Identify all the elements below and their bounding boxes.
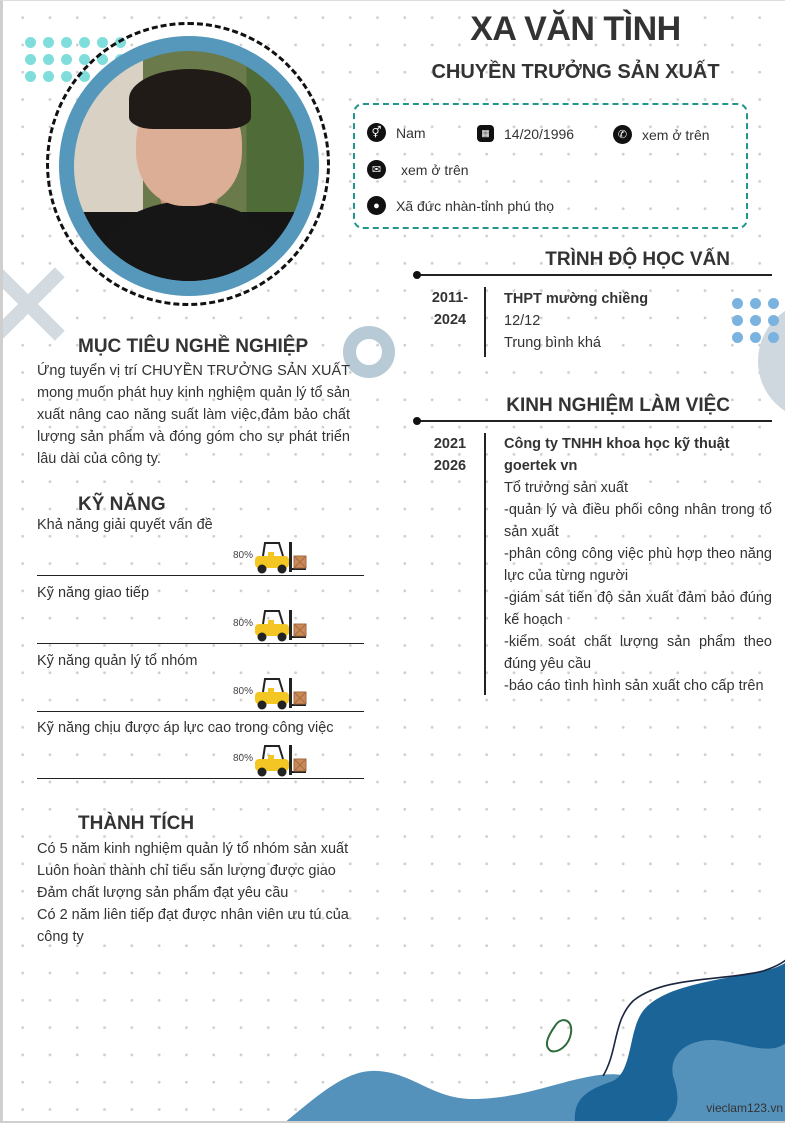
job-role: Tổ trưởng sản xuất [504,480,628,496]
forklift-progress-icon [253,743,309,777]
job-duty: -giám sát tiến độ sản xuất đảm bảo đúng kế hoạch [504,590,772,628]
experience-year-end: 2026 [433,458,467,474]
gender-icon: ⚥ [367,123,386,142]
experience-section-header [415,395,772,422]
contact-address [367,196,554,215]
skill-label: Kỹ năng giao tiếp [37,585,150,601]
forklift-progress-icon [253,540,309,574]
watermark: vieclam123.vn [706,1101,783,1115]
skill-percent: 80% [233,550,254,561]
gender-value: Nam [396,124,426,141]
objective-text: Ứng tuyển vị trí CHUYỀN TRƯỞNG SẢN XUẤT mong muốn phát huy kinh nghiệm quản lý tổ sản xuất nâng cao năng suất làm việc,đảm bảo chất lượng sản phẩm và đóng góm cho sự phát triển lâu dài của công ty. [37,363,350,467]
timeline-bar [484,433,486,695]
contact-birthday [477,125,574,142]
section-divider [415,420,772,422]
phone-value: xem ở trên [642,126,710,143]
achievement-item: Đảm chất lượng sản phẩm đạt yêu cầu [37,885,289,901]
education-entry [415,287,772,359]
education-year-end: 2024 [433,312,467,328]
school-name: THPT mường chiềng [504,291,649,307]
skills-heading: KỸ NĂNG [78,494,166,515]
skill-percent: 80% [233,686,254,697]
skill-item [37,653,364,712]
skill-percent: 80% [233,753,254,764]
job-duty: -quản lý và điều phối công nhân trong tổ sản xuất [504,502,772,540]
job-duty: -kiểm soát chất lượng sản phẩm theo đúng yêu cầu [504,634,772,672]
skill-item [37,720,364,779]
education-year-start: 2011- [431,290,469,306]
education-heading: TRÌNH ĐỘ HỌC VẤN [545,249,730,270]
skill-label: Kỹ năng chịu được áp lực cao trong công việc [37,720,334,736]
skill-percent: 80% [233,618,254,629]
achievements-list [37,838,350,948]
decorative-ring [343,326,395,378]
timeline-bar [484,287,486,357]
job-duty: -báo cáo tình hình sản xuất cho cấp trên [504,678,764,694]
achievements-heading: THÀNH TÍCH [78,813,195,834]
skill-item [37,517,364,576]
skill-label: Kỹ năng quản lý tổ nhóm [37,653,198,669]
forklift-progress-icon [253,676,309,710]
school-grade: 12/12 [504,313,541,329]
contact-phone [613,125,710,144]
experience-year-start: 2021 [433,436,467,452]
contact-box [353,103,748,229]
achievement-item: Có 2 năm liên tiếp đạt được nhân viên ưu tú của công ty [37,907,349,945]
contact-gender [367,123,426,142]
experience-entry [415,433,772,695]
forklift-progress-icon [253,608,309,642]
school-rank: Trung bình khá [504,335,601,351]
decorative-waves [3,941,785,1123]
birthday-value: 14/20/1996 [504,125,575,142]
company-name: Công ty TNHH khoa học kỹ thuật goertek vn [504,436,730,474]
education-section-header [415,249,772,276]
phone-icon: ✆ [613,125,632,144]
calendar-icon: ▦ [477,125,494,142]
section-divider [415,274,772,276]
objective-heading: MỤC TIÊU NGHỀ NGHIỆP [78,336,309,357]
achievement-item: Có 5 năm kinh nghiệm quản lý tổ nhóm sản xuất [37,841,349,857]
avatar [74,51,304,281]
address-value: Xã đức nhàn-tỉnh phú thọ [396,197,555,214]
achievement-item: Luôn hoàn thành chỉ tiêu sản lượng được giao [37,863,336,879]
skill-label: Khả năng giải quyết vấn đề [37,517,213,533]
email-icon: ✉ [367,160,386,179]
email-value: xem ở trên [401,161,469,178]
contact-email [367,160,469,179]
skill-item [37,585,364,644]
candidate-name: XA VĂN TÌNH [470,10,681,48]
candidate-position: CHUYỀN TRƯỞNG SẢN XUẤT [431,61,720,83]
job-duty: -phân công công việc phù hợp theo năng lực của từng người [504,546,772,584]
experience-heading: KINH NGHIỆM LÀM VIỆC [506,395,730,416]
location-icon: ● [367,196,386,215]
